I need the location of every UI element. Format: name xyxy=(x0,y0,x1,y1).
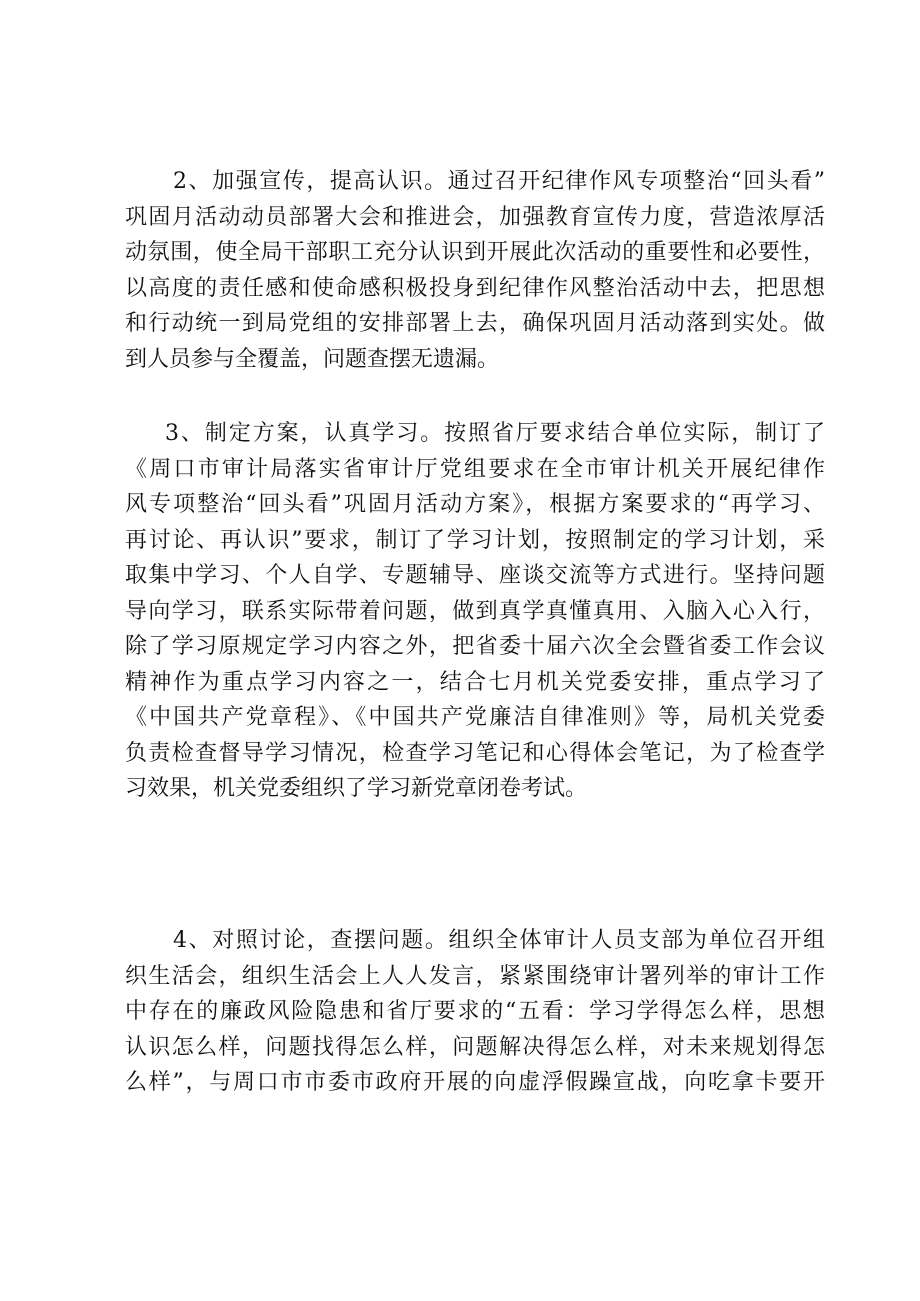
paragraph-line: 《中国共产党章程》、《中国共产党廉洁自律准则》等，局机关党委 xyxy=(125,705,825,730)
paragraph-line: 习效果，机关党委组织了学习新党章闭卷考试。 xyxy=(125,776,588,801)
paragraph-line: 导向学习，联系实际带着问题，做到真学真懂真用、入脑入心入行， xyxy=(125,598,825,624)
paragraph-line: 风专项整治“回头看”巩固月活动方案》，根据方案要求的“再学习、 xyxy=(125,492,825,517)
paragraph-line: 除了学习原规定学习内容之外，把省委十届六次全会暨省委工作会议 xyxy=(125,634,825,659)
paragraph-line: 再讨论、再认识”要求，制订了学习计划，按照制定的学习计划，采 xyxy=(125,527,825,553)
paragraph-line: 以高度的责任感和使命感积极投身到纪律作风整治活动中去，把思想 xyxy=(125,275,825,301)
paragraph-line: 织生活会，组织生活会上人人发言，紧紧围绕审计署列举的审计工作 xyxy=(125,963,825,989)
paragraph-line: 取集中学习、个人自学、专题辅导、座谈交流等方式进行。坚持问题 xyxy=(125,563,825,588)
paragraph-line: 2、加强宣传，提高认识。通过召开纪律作风专项整治“回头看” xyxy=(173,169,825,194)
paragraph-line: 到人员参与全覆盖，问题查摆无遗漏。 xyxy=(125,346,500,372)
paragraph-3 xyxy=(125,416,825,807)
paragraph-2 xyxy=(125,164,825,377)
paragraph-line: 么样”，与周口市市委市政府开展的向虚浮假躁宣战，向吃拿卡要开 xyxy=(125,1070,825,1095)
paragraph-line: 3、制定方案，认真学习。按照省厅要求结合单位实际，制订了 xyxy=(165,421,825,446)
paragraph-line: 负责检查督导学习情况，检查学习笔记和心得体会笔记，为了检查学 xyxy=(125,740,825,766)
paragraph-line: 和行动统一到局党组的安排部署上去，确保巩固月活动落到实处。做 xyxy=(125,311,825,336)
paragraph-line: 《周口市审计局落实省审计厅党组要求在全市审计机关开展纪律作 xyxy=(125,456,825,482)
paragraph-line: 中存在的廉政风险隐患和省厅要求的“五看：学习学得怎么样，思想 xyxy=(125,999,825,1024)
paragraph-line: 认识怎么样，问题找得怎么样，问题解决得怎么样，对未来规划得怎 xyxy=(125,1034,825,1060)
paragraph-line: 精神作为重点学习内容之一，结合七月机关党委安排，重点学习了 xyxy=(125,669,825,695)
paragraph-line: 4、对照讨论，查摆问题。组织全体审计人员支部为单位召开组 xyxy=(173,928,825,953)
paragraph-line: 巩固月活动动员部署大会和推进会，加强教育宣传力度，营造浓厚活 xyxy=(125,204,825,230)
paragraph-line: 动氛围，使全局干部职工充分认识到开展此次活动的重要性和必要性， xyxy=(125,240,825,265)
paragraph-4 xyxy=(125,923,825,1101)
